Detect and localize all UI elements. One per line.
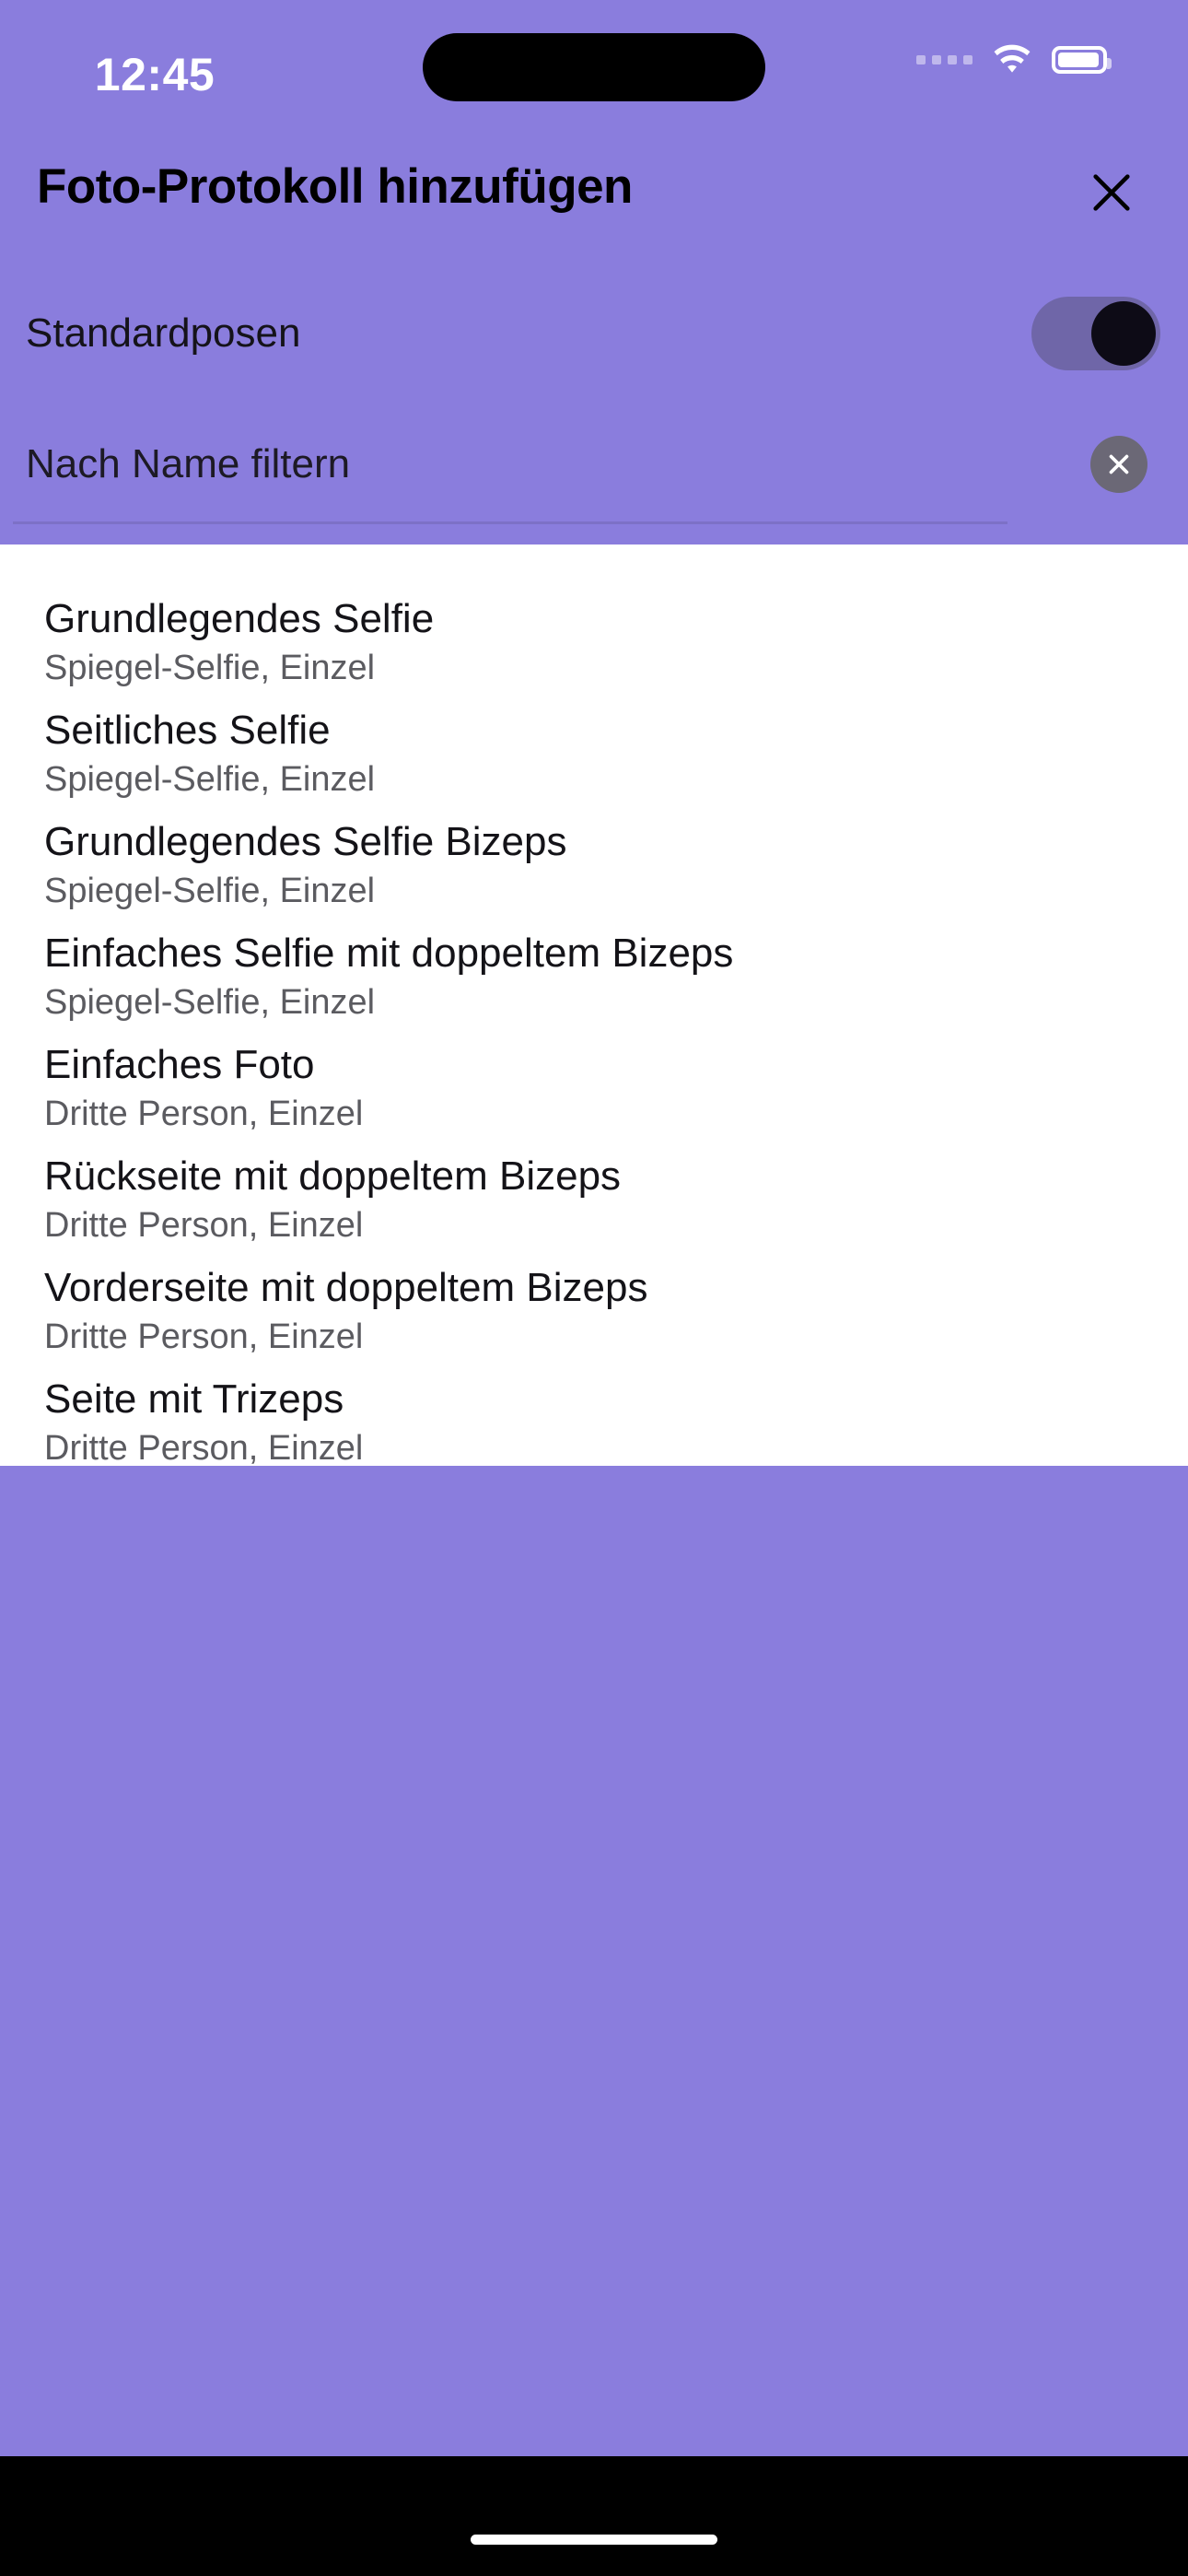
list-item-subtitle: Dritte Person, Einzel — [44, 1428, 364, 1466]
clear-filter-button[interactable] — [1090, 436, 1147, 493]
toggle-knob — [1091, 301, 1156, 366]
dynamic-island — [423, 33, 765, 101]
list-item[interactable] — [0, 576, 1188, 687]
standard-poses-row[interactable] — [0, 260, 1188, 407]
list-item-title: Einfaches Foto — [44, 1042, 315, 1087]
list-item-subtitle: Dritte Person, Einzel — [44, 1317, 364, 1356]
wifi-icon — [991, 44, 1033, 76]
filter-underline — [13, 521, 1007, 524]
page-title: Foto-Protokoll hinzufügen — [37, 159, 633, 214]
list-item[interactable] — [0, 1133, 1188, 1245]
standard-poses-label: Standardposen — [26, 310, 301, 356]
list-item-subtitle: Spiegel-Selfie, Einzel — [44, 871, 376, 910]
list-item[interactable] — [0, 799, 1188, 910]
signal-dots-icon — [916, 55, 973, 64]
close-icon — [1088, 169, 1136, 217]
standard-poses-toggle[interactable] — [1031, 297, 1160, 370]
home-indicator[interactable] — [471, 2535, 717, 2545]
list-item[interactable] — [0, 687, 1188, 799]
pose-list[interactable] — [0, 544, 1188, 1466]
list-item-subtitle: Dritte Person, Einzel — [44, 1205, 364, 1245]
list-item-title: Vorderseite mit doppeltem Bizeps — [44, 1265, 648, 1310]
list-item[interactable] — [0, 1356, 1188, 1466]
list-item-subtitle: Dritte Person, Einzel — [44, 1094, 364, 1133]
status-bar — [0, 0, 1188, 147]
sheet-header — [0, 147, 1188, 260]
list-item-subtitle: Spiegel-Selfie, Einzel — [44, 982, 376, 1022]
status-icons — [916, 44, 1107, 76]
list-item[interactable] — [0, 910, 1188, 1022]
status-time: 12:45 — [94, 49, 215, 100]
close-button[interactable] — [1079, 160, 1144, 225]
filter-row[interactable] — [0, 407, 1188, 521]
list-item[interactable] — [0, 1245, 1188, 1356]
list-item-subtitle: Spiegel-Selfie, Einzel — [44, 759, 376, 799]
list-item-title: Einfaches Selfie mit doppeltem Bizeps — [44, 931, 734, 976]
battery-icon — [1052, 46, 1107, 74]
list-item-title: Seite mit Trizeps — [44, 1376, 344, 1422]
list-item-subtitle: Spiegel-Selfie, Einzel — [44, 648, 376, 687]
list-item-title: Grundlegendes Selfie — [44, 596, 435, 641]
list-item[interactable] — [0, 1022, 1188, 1133]
clear-icon — [1103, 449, 1135, 480]
list-item-title: Seitliches Selfie — [44, 708, 331, 753]
home-bar-area — [0, 2456, 1188, 2576]
list-item-title: Rückseite mit doppeltem Bizeps — [44, 1153, 622, 1199]
filter-input[interactable] — [26, 441, 855, 487]
list-item-title: Grundlegendes Selfie Bizeps — [44, 819, 567, 864]
bottom-fill — [0, 1466, 1188, 1733]
